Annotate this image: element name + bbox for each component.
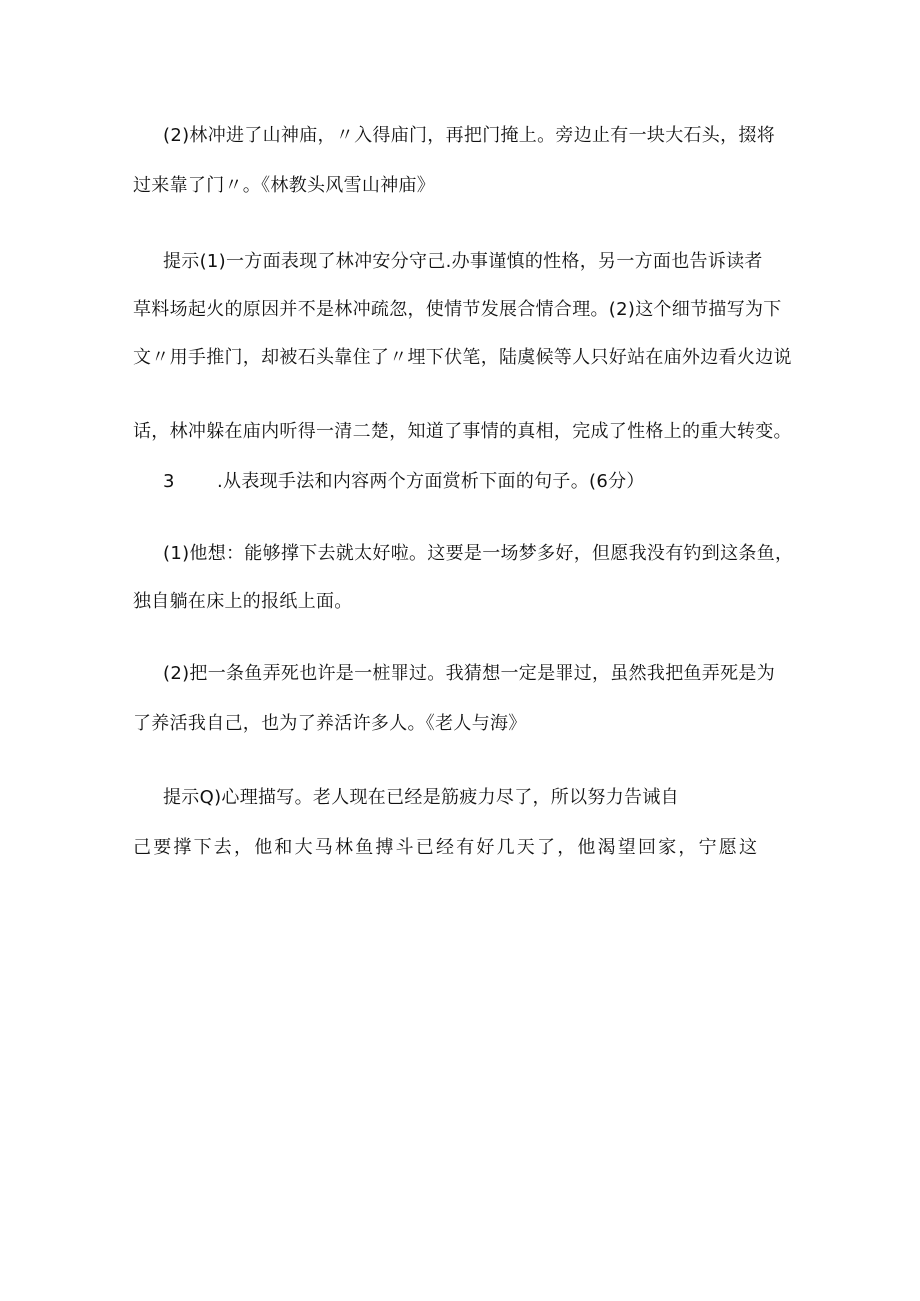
- question-number: 3: [163, 471, 175, 492]
- paragraph-line: 了养活我自己，也为了养活许多人。《老人与海》: [133, 713, 527, 734]
- question-text: .从表现手法和内容两个方面赏析下面的句子。(6分）: [217, 471, 645, 492]
- question-heading: [163, 470, 645, 494]
- paragraph-line: 独自躺在床上的报纸上面。: [133, 591, 353, 612]
- hint-line: 提示(1)一方面表现了林冲安分守己.办事谨慎的性格，另一方面也告诉读者: [163, 251, 763, 272]
- hint-line: 己要撑下去，他和大马林鱼搏斗已经有好几天了，他渴望回家，宁愿这: [133, 837, 760, 858]
- paragraph-line: (1)他想：能够撑下去就太好啦。这要是一场梦多好，但愿我没有钓到这条鱼，: [163, 543, 794, 564]
- hint-line: 提示Q)心理描写。老人现在已经是筋疲力尽了，所以努力告诫自: [163, 787, 679, 808]
- paragraph-line: 过来靠了门〃。《林教头风雪山神庙》: [133, 175, 436, 196]
- hint-line: 文〃用手推门，却被石头靠住了〃埋下伏笔，陆虞候等人只好站在庙外边看火边说: [133, 347, 792, 368]
- hint-line: 话，林冲躲在庙内听得一清二楚，知道了事情的真相，完成了性格上的重大转变。: [133, 421, 792, 442]
- paragraph-line: (2)把一条鱼弄死也许是一桩罪过。我猜想一定是罪过，虽然我把鱼弄死是为: [163, 663, 775, 684]
- hint-line: 草料场起火的原因并不是林冲疏忽，使情节发展合情合理。(2)这个细节描写为下: [133, 299, 782, 320]
- paragraph-line: (2)林冲进了山神庙，〃入得庙门，再把门掩上。旁边止有一块大石头，掇将: [163, 125, 775, 146]
